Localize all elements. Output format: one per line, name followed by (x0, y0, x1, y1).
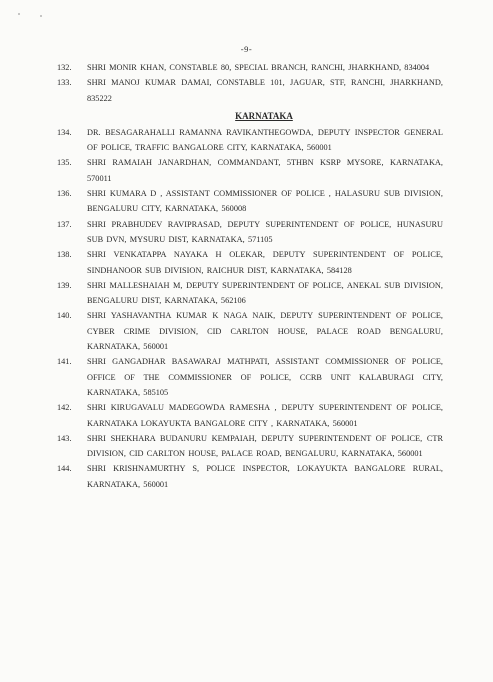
list-item (57, 75, 443, 106)
list-item (57, 354, 443, 400)
list-item (57, 247, 443, 278)
list-item (57, 125, 443, 156)
entry-text: SHRI YASHAVANTHA KUMAR K NAGA NAIK, DEPUTY SUPERINTENDENT OF POLICE, CYBER CRIME DIVISION, CID CARLTON HOUSE, PALACE ROAD BENGALURU, KARNATAKA, 560001 (87, 311, 443, 352)
entry-number: 132. (57, 63, 72, 72)
entry-text: SHRI MONIR KHAN, CONSTABLE 80, SPECIAL BRANCH, RANCHI, JHARKHAND, 834004 (87, 63, 430, 72)
entry-text: SHRI RAMAIAH JANARDHAN, COMMANDANT, 5THBN KSRP MYSORE, KARNATAKA, 570011 (87, 158, 443, 183)
entry-text: SHRI VENKATAPPA NAYAKA H OLEKAR, DEPUTY SUPERINTENDENT OF POLICE, SINDHANOOR SUB DIVISION, RAICHUR DIST, KARNATAKA, 584128 (87, 250, 443, 275)
entry-number: 136. (57, 189, 72, 199)
entry-text: SHRI SHEKHARA BUDANURU KEMPAIAH, DEPUTY SUPERINTENDENT OF POLICE, CTR DIVISION, CID CARLTON HOUSE, PALACE ROAD, BENGALURU, KARNATAKA, 560001 (87, 433, 443, 459)
entry-number: 139. (57, 280, 72, 290)
list-item (57, 155, 443, 186)
entry-number: 142. (57, 403, 72, 413)
entry-number: 133. (57, 78, 72, 88)
entries-group-jharkhand (57, 60, 443, 106)
scan-speck (40, 15, 42, 17)
entry-number: 141. (57, 357, 72, 367)
list-item (57, 217, 443, 248)
entry-number: 134. (57, 127, 72, 137)
list-item (57, 431, 443, 462)
entry-number: 140. (57, 311, 72, 321)
list-item (57, 461, 443, 492)
entry-number: 137. (57, 219, 72, 229)
entry-number: 138. (57, 250, 72, 260)
entry-number: 144. (57, 464, 72, 474)
entry-text: DR. BESAGARAHALLI RAMANNA RAVIKANTHEGOWDA, DEPUTY INSPECTOR GENERAL OF POLICE, TRAFFIC BANGALORE CITY, KARNATAKA, 560001 (87, 127, 443, 153)
entry-text: SHRI KRISHNAMURTHY S, POLICE INSPECTOR, LOKAYUKTA BANGALORE RURAL, KARNATAKA, 560001 (87, 464, 443, 489)
entry-text: SHRI GANGADHAR BASAWARAJ MATHPATI, ASSISTANT COMMISSIONER OF POLICE, OFFICE OF THE COMMISSIONER OF POLICE, CCRB UNIT KALABURAGI CITY, KARNATAKA, 585105 (87, 357, 443, 397)
list-item (57, 186, 443, 217)
list-item (57, 308, 443, 354)
scan-speck (18, 13, 20, 15)
entry-text: SHRI MANOJ KUMAR DAMAI, CONSTABLE 101, JAGUAR, STF, RANCHI, JHARKHAND, 835222 (87, 78, 443, 103)
list-item (57, 400, 443, 431)
page-number: -9- (240, 44, 253, 54)
entries-group-karnataka (57, 125, 443, 492)
entry-number: 135. (57, 158, 72, 168)
entry-text: SHRI KUMARA D , ASSISTANT COMMISSIONER OF POLICE , HALASURU SUB DIVISION, BENGALURU CITY, KARNATAKA, 560008 (87, 189, 443, 214)
entry-text: SHRI MALLESHAIAH M, DEPUTY SUPERINTENDENT OF POLICE, ANEKAL SUB DIVISION, BENGALURU DIST, KARNATAKA, 562106 (87, 280, 443, 306)
list-item (57, 278, 443, 309)
entry-text: SHRI KIRUGAVALU MADEGOWDA RAMESHA , DEPUTY SUPERINTENDENT OF POLICE, KARNATAKA LOKAYUKTA BANGALORE CITY , KARNATAKA, 560001 (87, 403, 443, 428)
list-item (57, 60, 443, 75)
entry-text: SHRI PRABHUDEV RAVIPRASAD, DEPUTY SUPERINTENDENT OF POLICE, HUNASURU SUB DVN, MYSURU DIST, KARNATAKA, 571105 (87, 219, 443, 244)
awardee-list (57, 60, 443, 492)
section-title-state: KARNATAKA (235, 110, 293, 121)
entry-number: 143. (57, 433, 72, 443)
